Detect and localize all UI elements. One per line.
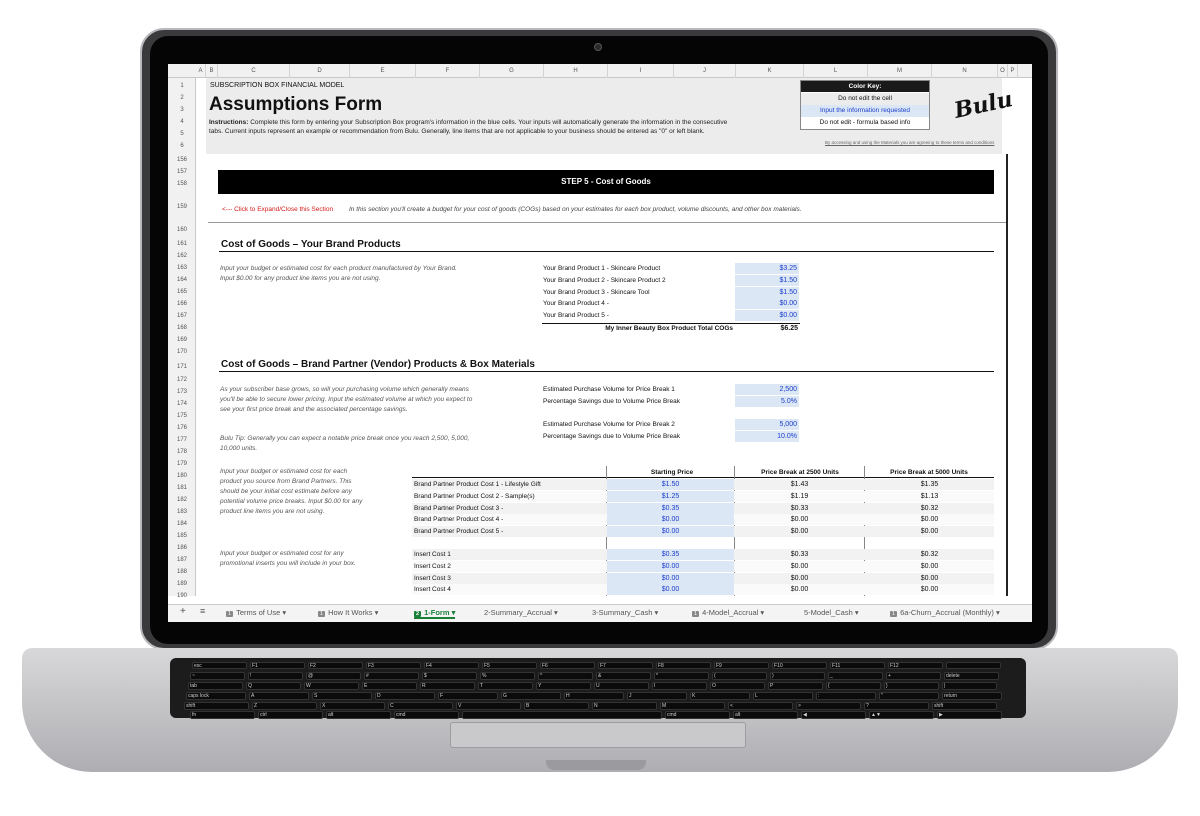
keyboard-key: cmd <box>394 711 459 719</box>
row-header[interactable]: 176 <box>176 425 187 431</box>
tab-2-summary-accrual[interactable] <box>484 608 558 617</box>
column-header[interactable]: L <box>804 64 868 78</box>
row-header[interactable]: 186 <box>176 545 187 551</box>
insert-start-input[interactable]: $0.00 <box>607 573 734 584</box>
row-header[interactable]: 174 <box>176 401 187 407</box>
keyboard-key: W <box>304 682 359 690</box>
keyboard-key: B <box>524 702 589 710</box>
keyboard-key: J <box>627 692 687 700</box>
keyboard-key: * <box>654 672 709 680</box>
brand-product-label: Your Brand Product 5 - <box>543 312 609 320</box>
price-break-input[interactable]: 5,000 <box>735 419 799 430</box>
keyboard-key: E <box>362 682 417 690</box>
partner-product-start-input[interactable]: $0.00 <box>607 514 734 525</box>
keyboard-key: F11 <box>830 662 885 669</box>
terms-link[interactable]: By accessing and using the Materials you are agreeing to these terms and conditions <box>825 140 995 145</box>
column-header[interactable]: P <box>1008 64 1018 78</box>
keyboard-key: S <box>312 692 372 700</box>
brand-product-label: Your Brand Product 4 - <box>543 300 609 308</box>
keyboard-key: ▶ <box>937 711 1002 719</box>
keyboard-key: shift <box>184 702 249 710</box>
tab-3-summary-cash[interactable] <box>592 608 658 617</box>
color-key-no-edit: Do not edit the cell <box>801 93 929 105</box>
insert-break2: $0.00 <box>920 562 939 570</box>
brand-total-value: $6.25 <box>780 325 798 332</box>
column-header[interactable]: N <box>932 64 998 78</box>
tab-badge: 2 <box>416 611 420 617</box>
keyboard-key: N <box>592 702 657 710</box>
table-header-row <box>412 466 994 478</box>
keyboard-key: shift <box>932 702 997 710</box>
keyboard-key: F6 <box>540 662 595 669</box>
tab-badge: 1 <box>694 611 698 617</box>
tab-1-form[interactable] <box>414 608 455 619</box>
row-header[interactable]: 179 <box>176 461 187 467</box>
col-break-2500: Price Break at 2500 Units <box>761 469 839 476</box>
row-header[interactable]: 156 <box>176 157 187 163</box>
brand-product-input[interactable]: $1.50 <box>735 275 799 286</box>
partner-product-start-input[interactable]: $0.35 <box>607 503 734 514</box>
divider <box>208 222 1006 223</box>
keyboard-key: D <box>375 692 435 700</box>
row-header[interactable]: 173 <box>176 389 187 395</box>
row-header[interactable]: 187 <box>176 557 187 563</box>
color-key <box>800 80 930 130</box>
column-header[interactable]: F <box>416 64 480 78</box>
keyboard-key: ctrl <box>258 711 323 719</box>
keyboard-key: H <box>564 692 624 700</box>
keyboard-key: tab <box>188 682 243 690</box>
keyboard-key: G <box>501 692 561 700</box>
frame-border <box>1006 154 1008 596</box>
keyboard-key: F2 <box>308 662 363 669</box>
brand-note: Input your budget or estimated cost for each product manufactured by Your Brand. Input $0.00 for any product line items you are not using. <box>220 265 457 282</box>
row-header-bar <box>168 78 196 599</box>
keyboard-key: F5 <box>482 662 537 669</box>
tab-label: 4-Model_Accrual <box>702 608 759 617</box>
keyboard-key: cmd <box>665 711 730 719</box>
brand-product-label: Your Brand Product 3 - Skincare Tool <box>543 288 650 296</box>
partner-product-break1: $0.00 <box>790 516 809 524</box>
keyboard-key: I <box>652 682 707 690</box>
keyboard-key: F9 <box>714 662 769 669</box>
tab-label: Terms of Use <box>236 608 281 617</box>
keyboard-key: caps lock <box>186 692 246 700</box>
instructions <box>209 119 729 136</box>
tab-badge: 1 <box>228 611 232 617</box>
trackpad <box>450 722 746 748</box>
partner-product-label: Brand Partner Product Cost 4 - <box>414 516 504 524</box>
keyboard-key: ! <box>248 672 303 680</box>
row-header[interactable]: 166 <box>176 301 187 307</box>
column-header[interactable]: E <box>350 64 416 78</box>
row-header[interactable]: 1 <box>180 83 184 89</box>
row-header[interactable]: 163 <box>176 265 187 271</box>
row-header[interactable]: 168 <box>176 325 187 331</box>
page-title: Assumptions Form <box>209 94 383 115</box>
insert-start-input[interactable]: $0.00 <box>607 584 734 595</box>
keyboard-key: alt <box>733 711 798 719</box>
brand-product-label: Your Brand Product 1 - Skincare Product <box>543 265 661 272</box>
keyboard-key: alt <box>326 711 391 719</box>
row-header[interactable]: 185 <box>176 533 187 539</box>
partner-product-break2: $0.00 <box>920 516 939 524</box>
partner-section-heading: Cost of Goods – Brand Partner (Vendor) Products & Box Materials <box>221 359 535 370</box>
keyboard-key: % <box>480 672 535 680</box>
tab-how-it-works[interactable] <box>318 608 378 617</box>
row-header[interactable]: 158 <box>176 181 187 187</box>
keyboard-key: @ <box>306 672 361 680</box>
keyboard-key: F4 <box>424 662 479 669</box>
model-subtitle: SUBSCRIPTION BOX FINANCIAL MODEL <box>210 82 345 89</box>
insert-break1: $0.00 <box>790 574 809 582</box>
row-header[interactable]: 182 <box>176 497 187 503</box>
price-break-label: Percentage Savings due to Volume Price Break <box>543 398 680 405</box>
keyboard-key: ? <box>864 702 929 710</box>
insert-break1: $0.33 <box>790 551 809 558</box>
chevron-down-icon: ▾ <box>551 608 558 617</box>
price-break-label: Estimated Purchase Volume for Price Break 2 <box>543 421 675 428</box>
column-header[interactable]: A <box>196 64 206 78</box>
keyboard-key: F12 <box>888 662 943 669</box>
keyboard-key: X <box>320 702 385 710</box>
column-header[interactable]: C <box>218 64 290 78</box>
chevron-down-icon: ▾ <box>449 608 456 617</box>
insert-break2: $0.32 <box>920 551 939 558</box>
row-header[interactable]: 171 <box>176 364 187 370</box>
step-description: In this section you'll create a budget for your cost of goods (COGs) based on your estimates for each box product, volume discounts, and other box materials. <box>349 206 802 213</box>
instructions-text: Complete this form by entering your Subscription Box program's information in the blue cells. Your inputs will automatically generate the information in the consecutive tabs. Current inputs represent an example or recommendation from Bulu. Generally, line items that are not applicable to your business should be entered as "0" or left blank. <box>209 119 728 135</box>
partner-product-label: Brand Partner Product Cost 3 - <box>414 504 504 512</box>
keyboard-key: C <box>388 702 453 710</box>
partner-product-label: Brand Partner Product Cost 2 - Sample(s) <box>414 492 535 500</box>
keyboard-key: F10 <box>772 662 827 669</box>
chevron-down-icon: ▾ <box>993 608 1000 617</box>
keyboard-key: Q <box>246 682 301 690</box>
color-key-input: Input the information requested <box>801 105 929 117</box>
partner-products-note: Input your budget or estimated cost for each product you source from Brand Partners. This should be your initial cost estimate before any potential volume price breaks. Input $0.00 for any product line items you are not using. <box>220 468 363 515</box>
keyboard-key: F7 <box>598 662 653 669</box>
keyboard-key: R <box>420 682 475 690</box>
bulu-tip: Bulu Tip: Generally you can expect a notable price break once you reach 2,500, 5,000, 10,000 units. <box>220 435 470 452</box>
keyboard-key: K <box>690 692 750 700</box>
row-header[interactable]: 4 <box>180 119 184 125</box>
insert-start-input[interactable]: $0.00 <box>607 561 734 572</box>
insert-label: Insert Cost 1 <box>414 551 451 558</box>
partner-note: As your subscriber base grows, so will your purchasing volume which generally means you'll be able to secure lower pricing. Input the estimated volume at which you expect to see your first price break and the associated percentage savings. <box>220 386 473 413</box>
price-break-label: Estimated Purchase Volume for Price Break 1 <box>543 386 675 393</box>
partner-product-start-input[interactable]: $1.25 <box>607 491 734 502</box>
price-break-label: Percentage Savings due to Volume Price Break <box>543 433 680 440</box>
brand-total-label: My Inner Beauty Box Product Total COGs <box>605 325 733 332</box>
column-header[interactable]: M <box>868 64 932 78</box>
chevron-down-icon: ▾ <box>280 608 287 617</box>
partner-product-start-input[interactable]: $0.00 <box>607 526 734 537</box>
keyboard-key: # <box>364 672 419 680</box>
keyboard-key: " <box>879 692 939 700</box>
row-header[interactable]: 188 <box>176 569 187 575</box>
row-header[interactable]: 177 <box>176 437 187 443</box>
keyboard-key: P <box>768 682 823 690</box>
chevron-down-icon: ▾ <box>652 608 659 617</box>
tab-label: How It Works <box>328 608 373 617</box>
insert-label: Insert Cost 4 <box>414 586 451 594</box>
row-header[interactable]: 181 <box>176 485 187 491</box>
insert-label: Insert Cost 3 <box>414 574 451 582</box>
keyboard-key: } <box>884 682 939 690</box>
row-header[interactable]: 157 <box>176 169 187 175</box>
row-header[interactable]: 165 <box>176 289 187 295</box>
all-sheets-button[interactable]: ≡ <box>200 606 206 616</box>
row-header[interactable]: 180 <box>176 473 187 479</box>
price-break-input[interactable]: 10.0% <box>735 431 799 442</box>
keyboard-key: F3 <box>366 662 421 669</box>
tab-5-model-cash[interactable] <box>804 608 859 617</box>
keyboard-key: L <box>753 692 813 700</box>
keyboard-key: F1 <box>250 662 305 669</box>
chevron-down-icon: ▾ <box>852 608 859 617</box>
partner-product-label: Brand Partner Product Cost 5 - <box>414 528 504 536</box>
partner-product-break2: $0.00 <box>920 528 939 536</box>
partner-product-break1: $1.19 <box>790 492 809 500</box>
inserts-note: Input your budget or estimated cost for any promotional inserts you will include in your box. <box>220 550 356 567</box>
column-header[interactable]: G <box>480 64 544 78</box>
step-banner: STEP 5 - Cost of Goods <box>218 170 994 194</box>
row-header[interactable]: 6 <box>180 143 184 149</box>
chevron-down-icon: ▾ <box>758 608 765 617</box>
partner-product-break1: $1.43 <box>790 481 809 488</box>
row-header[interactable]: 172 <box>176 377 187 383</box>
keyboard-key: V <box>456 702 521 710</box>
divider <box>219 251 994 252</box>
tab-label: 6a-Churn_Accrual (Monthly) <box>900 608 994 617</box>
color-key-formula: Do not edit - formula based info <box>801 117 929 129</box>
row-header[interactable]: 167 <box>176 313 187 319</box>
partner-product-break1: $0.33 <box>790 504 809 512</box>
insert-label: Insert Cost 2 <box>414 562 451 570</box>
price-break-input[interactable]: 2,500 <box>735 384 799 395</box>
bulu-logo: Bulu <box>951 86 1016 124</box>
column-header[interactable]: D <box>290 64 350 78</box>
divider <box>219 371 994 372</box>
partner-product-break1: $0.00 <box>790 528 809 536</box>
keyboard-key: | <box>942 682 997 690</box>
row-header[interactable]: 190 <box>176 593 187 599</box>
column-header[interactable]: K <box>736 64 804 78</box>
partner-product-label: Brand Partner Product Cost 1 - Lifestyle Gift <box>414 481 541 488</box>
keyboard-key: _ <box>828 672 883 680</box>
tab-badge: 1 <box>320 611 324 617</box>
brand-product-input[interactable]: $1.50 <box>735 287 799 298</box>
keyboard-key: ( <box>712 672 767 680</box>
column-header[interactable]: I <box>608 64 674 78</box>
keyboard-key: { <box>826 682 881 690</box>
keyboard-key: ~ <box>190 672 245 680</box>
brand-product-input[interactable]: $0.00 <box>735 298 799 309</box>
insert-break2: $0.00 <box>920 586 939 594</box>
brand-product-label: Your Brand Product 2 - Skincare Product 2 <box>543 276 666 284</box>
sheet-tab-bar <box>168 604 1032 622</box>
brand-product-input[interactable]: $0.00 <box>735 310 799 321</box>
keyboard-key: O <box>710 682 765 690</box>
insert-break2: $0.00 <box>920 574 939 582</box>
column-header[interactable]: O <box>998 64 1008 78</box>
keyboard-key: return <box>942 692 1002 700</box>
keyboard-key: > <box>796 702 861 710</box>
tab-4-model-accrual[interactable] <box>692 608 764 617</box>
keyboard-key <box>462 711 662 719</box>
partner-product-start-input[interactable]: $1.50 <box>607 479 734 490</box>
row-header[interactable]: 3 <box>180 107 184 113</box>
column-header[interactable]: J <box>674 64 736 78</box>
camera-icon <box>594 43 602 51</box>
keyboard-key: Y <box>536 682 591 690</box>
tab-terms-of-use[interactable] <box>226 608 286 617</box>
keyboard-key: A <box>249 692 309 700</box>
keyboard-key: : <box>816 692 876 700</box>
tab-label: 5-Model_Cash <box>804 608 853 617</box>
column-header[interactable]: H <box>544 64 608 78</box>
keyboard-key: M <box>660 702 725 710</box>
keyboard-key: Z <box>252 702 317 710</box>
keyboard-key: fn <box>190 711 255 719</box>
tab-label: 1-Form <box>424 608 450 617</box>
keyboard-key <box>946 662 1001 669</box>
row-header[interactable]: 164 <box>176 277 187 283</box>
keyboard-key: U <box>594 682 649 690</box>
keyboard-key: T <box>478 682 533 690</box>
tab-6a-churn-accrual-monthly-[interactable] <box>890 608 1000 617</box>
keyboard-key: ▲▼ <box>869 711 934 719</box>
keyboard-key: & <box>596 672 651 680</box>
color-key-title: Color Key: <box>801 81 929 92</box>
expand-section-link[interactable]: <--- Click to Expand/Close this Section <box>222 206 334 213</box>
tab-label: 3-Summary_Cash <box>592 608 653 617</box>
keyboard-key: ^ <box>538 672 593 680</box>
col-starting-price: Starting Price <box>650 469 694 476</box>
partner-product-break2: $1.35 <box>920 481 939 488</box>
instructions-label: Instructions: <box>209 119 249 126</box>
column-header[interactable]: B <box>206 64 218 78</box>
row-header[interactable]: 161 <box>176 241 187 247</box>
keyboard-key: F <box>438 692 498 700</box>
row-header[interactable]: 170 <box>176 349 187 355</box>
keyboard-key: F8 <box>656 662 711 669</box>
row-header[interactable]: 178 <box>176 449 187 455</box>
price-break-input[interactable]: 5.0% <box>735 396 799 407</box>
insert-break1: $0.00 <box>790 562 809 570</box>
row-header[interactable]: 175 <box>176 413 187 419</box>
spreadsheet-window <box>168 64 1032 622</box>
keyboard-key: ◀ <box>801 711 866 719</box>
keyboard-key: $ <box>422 672 477 680</box>
brand-section-heading: Cost of Goods – Your Brand Products <box>221 239 401 250</box>
row-header[interactable]: 5 <box>180 131 184 137</box>
row-header[interactable]: 169 <box>176 337 187 343</box>
keyboard-key: < <box>728 702 793 710</box>
tab-label: 2-Summary_Accrual <box>484 608 552 617</box>
row-header[interactable]: 162 <box>176 253 187 259</box>
insert-start-input[interactable]: $0.35 <box>607 549 734 560</box>
row-header[interactable]: 159 <box>176 204 187 210</box>
row-header[interactable]: 2 <box>180 95 184 101</box>
partner-product-break2: $1.13 <box>920 492 939 500</box>
tab-badge: 1 <box>892 611 896 617</box>
row-header[interactable]: 184 <box>176 521 187 527</box>
column-header-bar <box>168 64 1032 78</box>
laptop-lip <box>546 760 646 770</box>
chevron-down-icon: ▾ <box>372 608 379 617</box>
col-break-5000: Price Break at 5000 Units <box>890 469 968 476</box>
row-header[interactable]: 189 <box>176 581 187 587</box>
insert-break1: $0.00 <box>790 586 809 594</box>
keyboard-key: ) <box>770 672 825 680</box>
add-sheet-button[interactable]: + <box>180 606 186 617</box>
row-header[interactable]: 183 <box>176 509 187 515</box>
keyboard-key: delete <box>944 672 999 680</box>
row-header[interactable]: 160 <box>176 227 187 233</box>
keyboard-key: esc <box>192 662 247 669</box>
partner-product-break2: $0.32 <box>920 504 939 512</box>
brand-product-input[interactable]: $3.25 <box>735 263 799 274</box>
keyboard-key: + <box>886 672 941 680</box>
